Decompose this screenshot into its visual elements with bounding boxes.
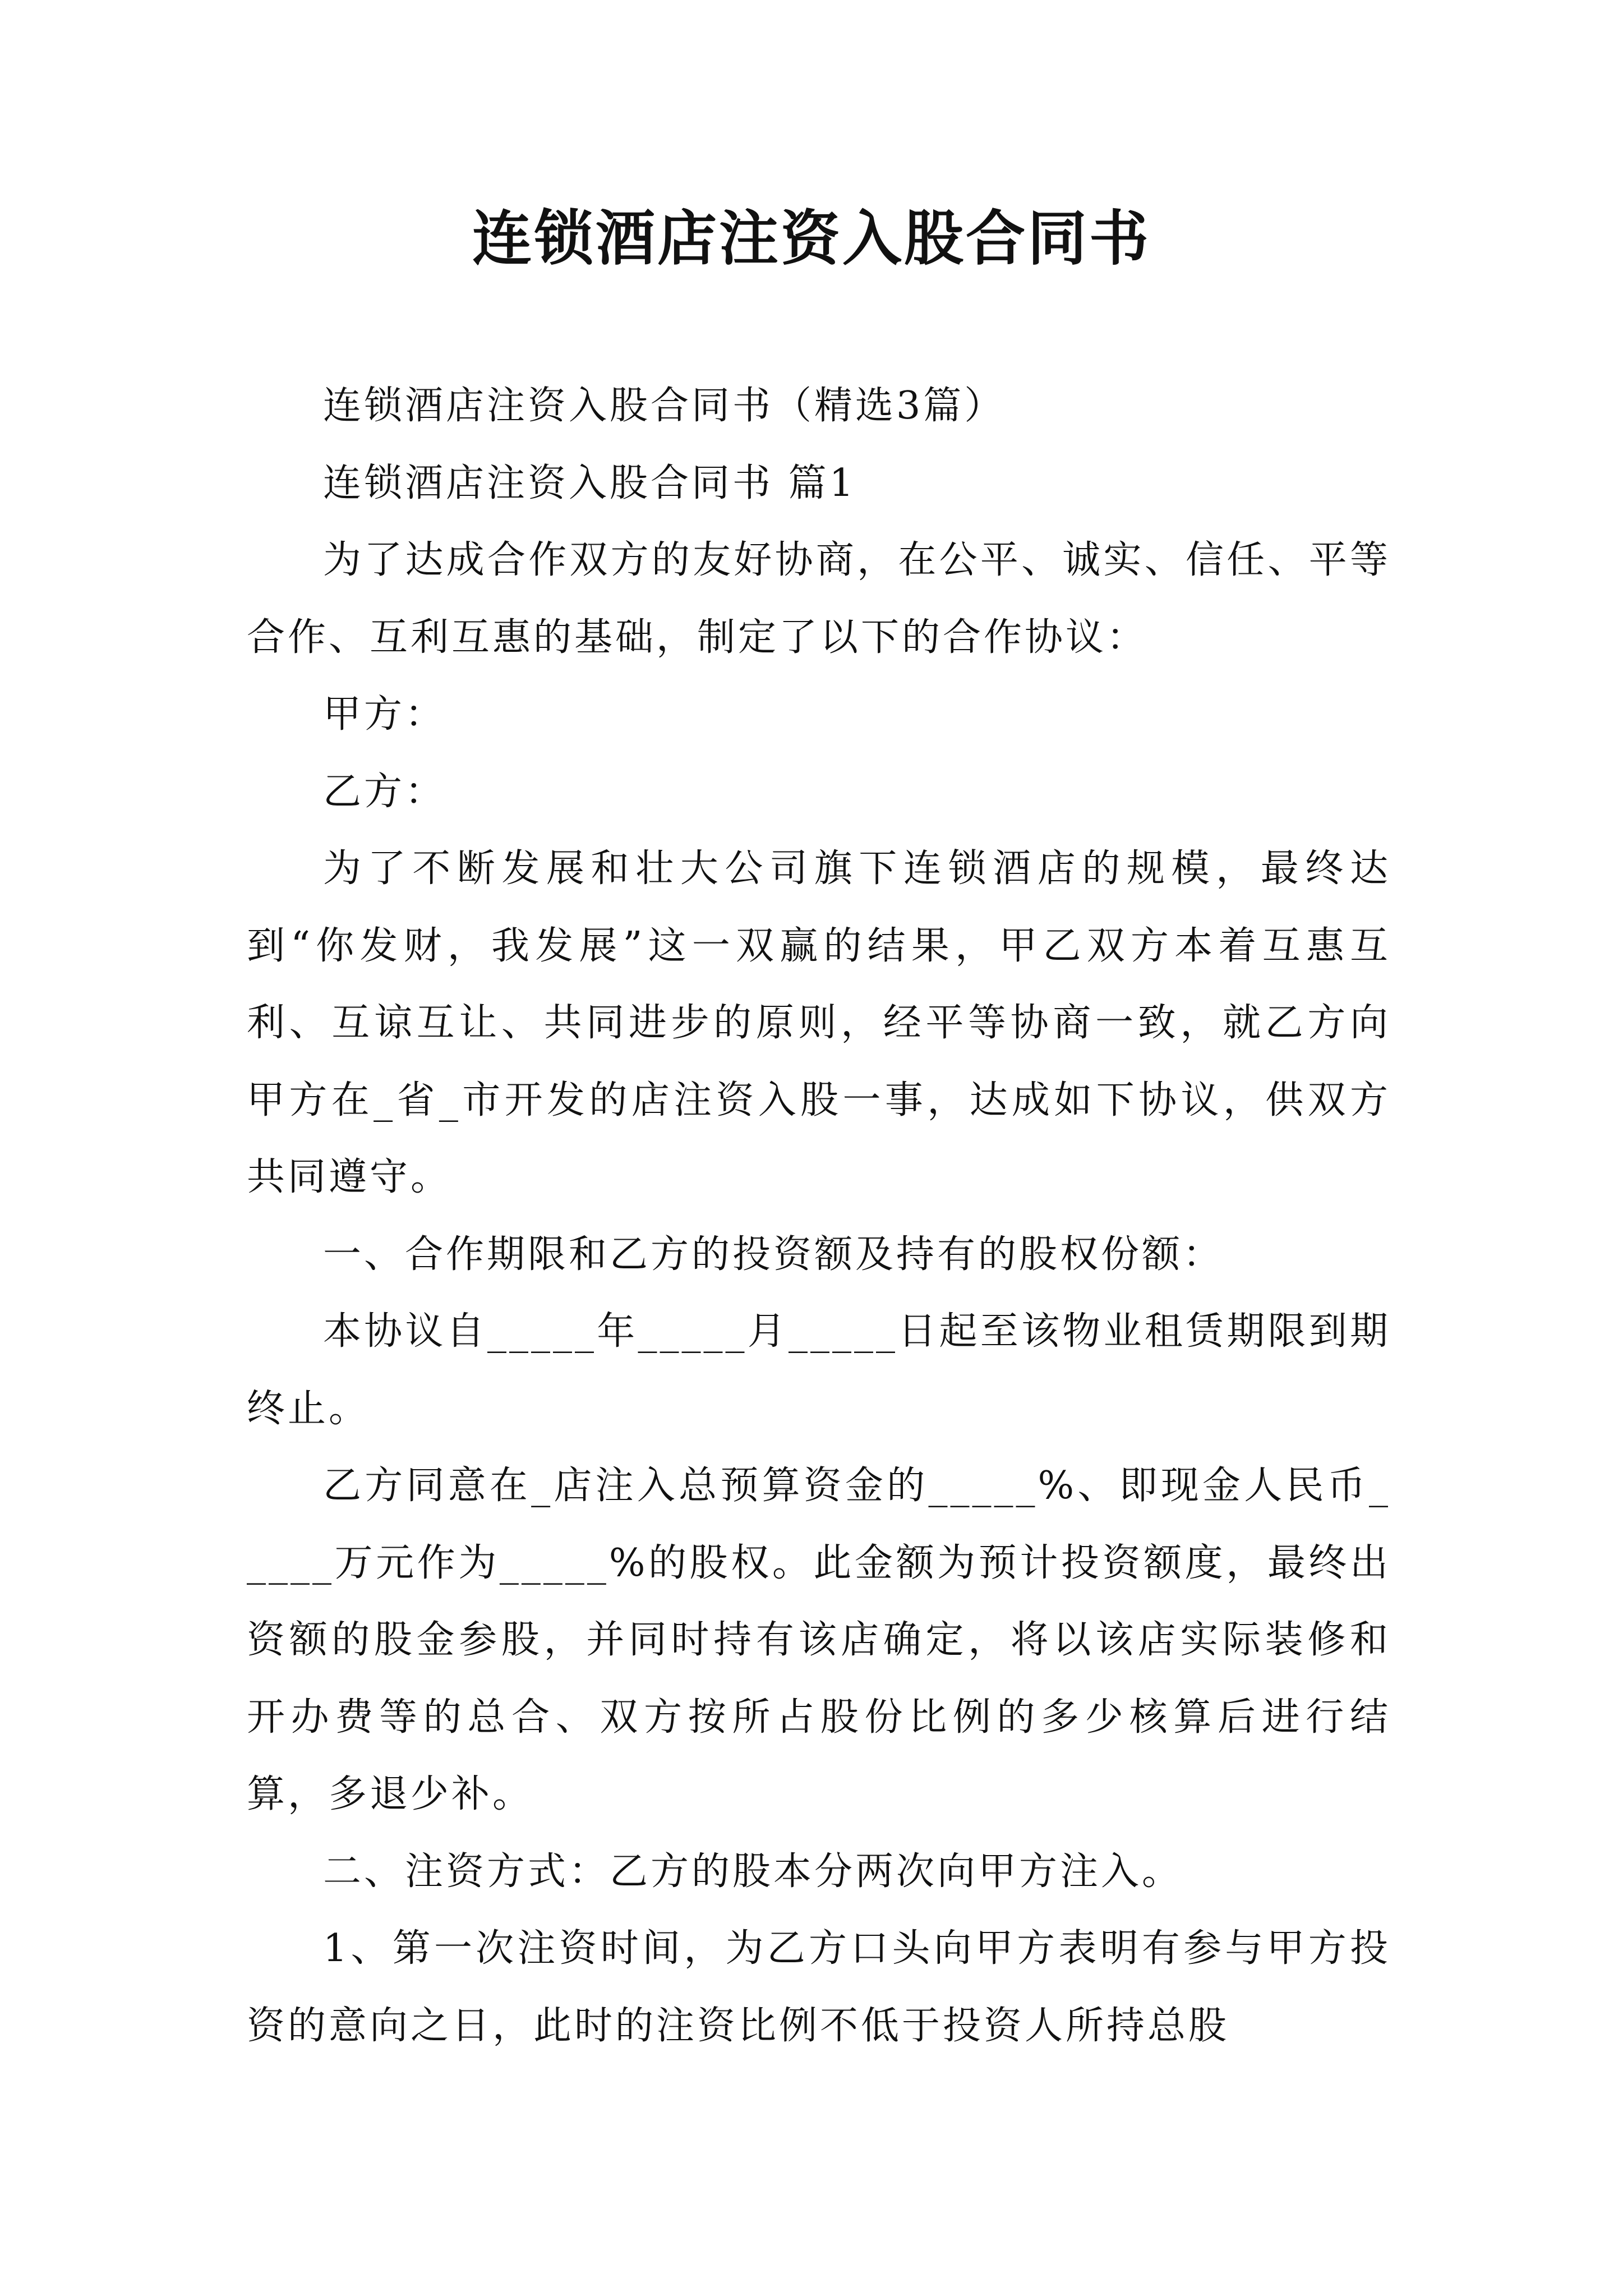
paragraph-clause-2-heading: 二、注资方式：乙方的股本分两次向甲方注入。 xyxy=(323,1849,1183,1894)
paragraph-preamble: 为了达成合作双方的友好协商，在公平、诚实、信任、平等合作、互利互惠的基础，制定了以下的合作协议： xyxy=(247,538,1391,660)
document-title: 连锁酒店注资入股合同书 xyxy=(472,203,1151,273)
paragraph-first-injection: 1、第一次注资时间，为乙方口头向甲方表明有参与甲方投资的意向之日，此时的注资比例不低于投资人所持总股 xyxy=(247,1926,1391,2048)
paragraph-subtitle: 连锁酒店注资入股合同书（精选3篇） xyxy=(323,384,1006,428)
document-body xyxy=(247,367,1391,2064)
paragraph-section-heading: 连锁酒店注资入股合同书 篇1 xyxy=(323,461,856,505)
paragraph-clause-1-heading: 一、合作期限和乙方的投资额及持有的股权份额： xyxy=(323,1232,1224,1277)
paragraph-term: 本协议自_____年_____月_____日起至该物业租赁期限到期终止。 xyxy=(247,1309,1391,1431)
paragraph-purpose: 为了不断发展和壮大公司旗下连锁酒店的规模，最终达到“你发财，我发展”这一双赢的结果，甲乙双方本着互惠互利、互谅互让、共同进步的原则，经平等协商一致，就乙方向甲方在_省_市开发的店注资入股一事，达成如下协议，供双方共同遵守。 xyxy=(247,846,1391,1199)
paragraph-investment: 乙方同意在_店注入总预算资金的_____%、即现金人民币_____万元作为_____%的股权。此金额为预计投资额度，最终出资额的股金参股，并同时持有该店确定，将以该店实际装修和开办费等的总合、双方按所占股份比例的多少核算后进行结算，多退少补。 xyxy=(247,1464,1391,1816)
paragraph-party-b: 乙方： xyxy=(323,769,446,814)
paragraph-party-a: 甲方： xyxy=(323,692,446,737)
